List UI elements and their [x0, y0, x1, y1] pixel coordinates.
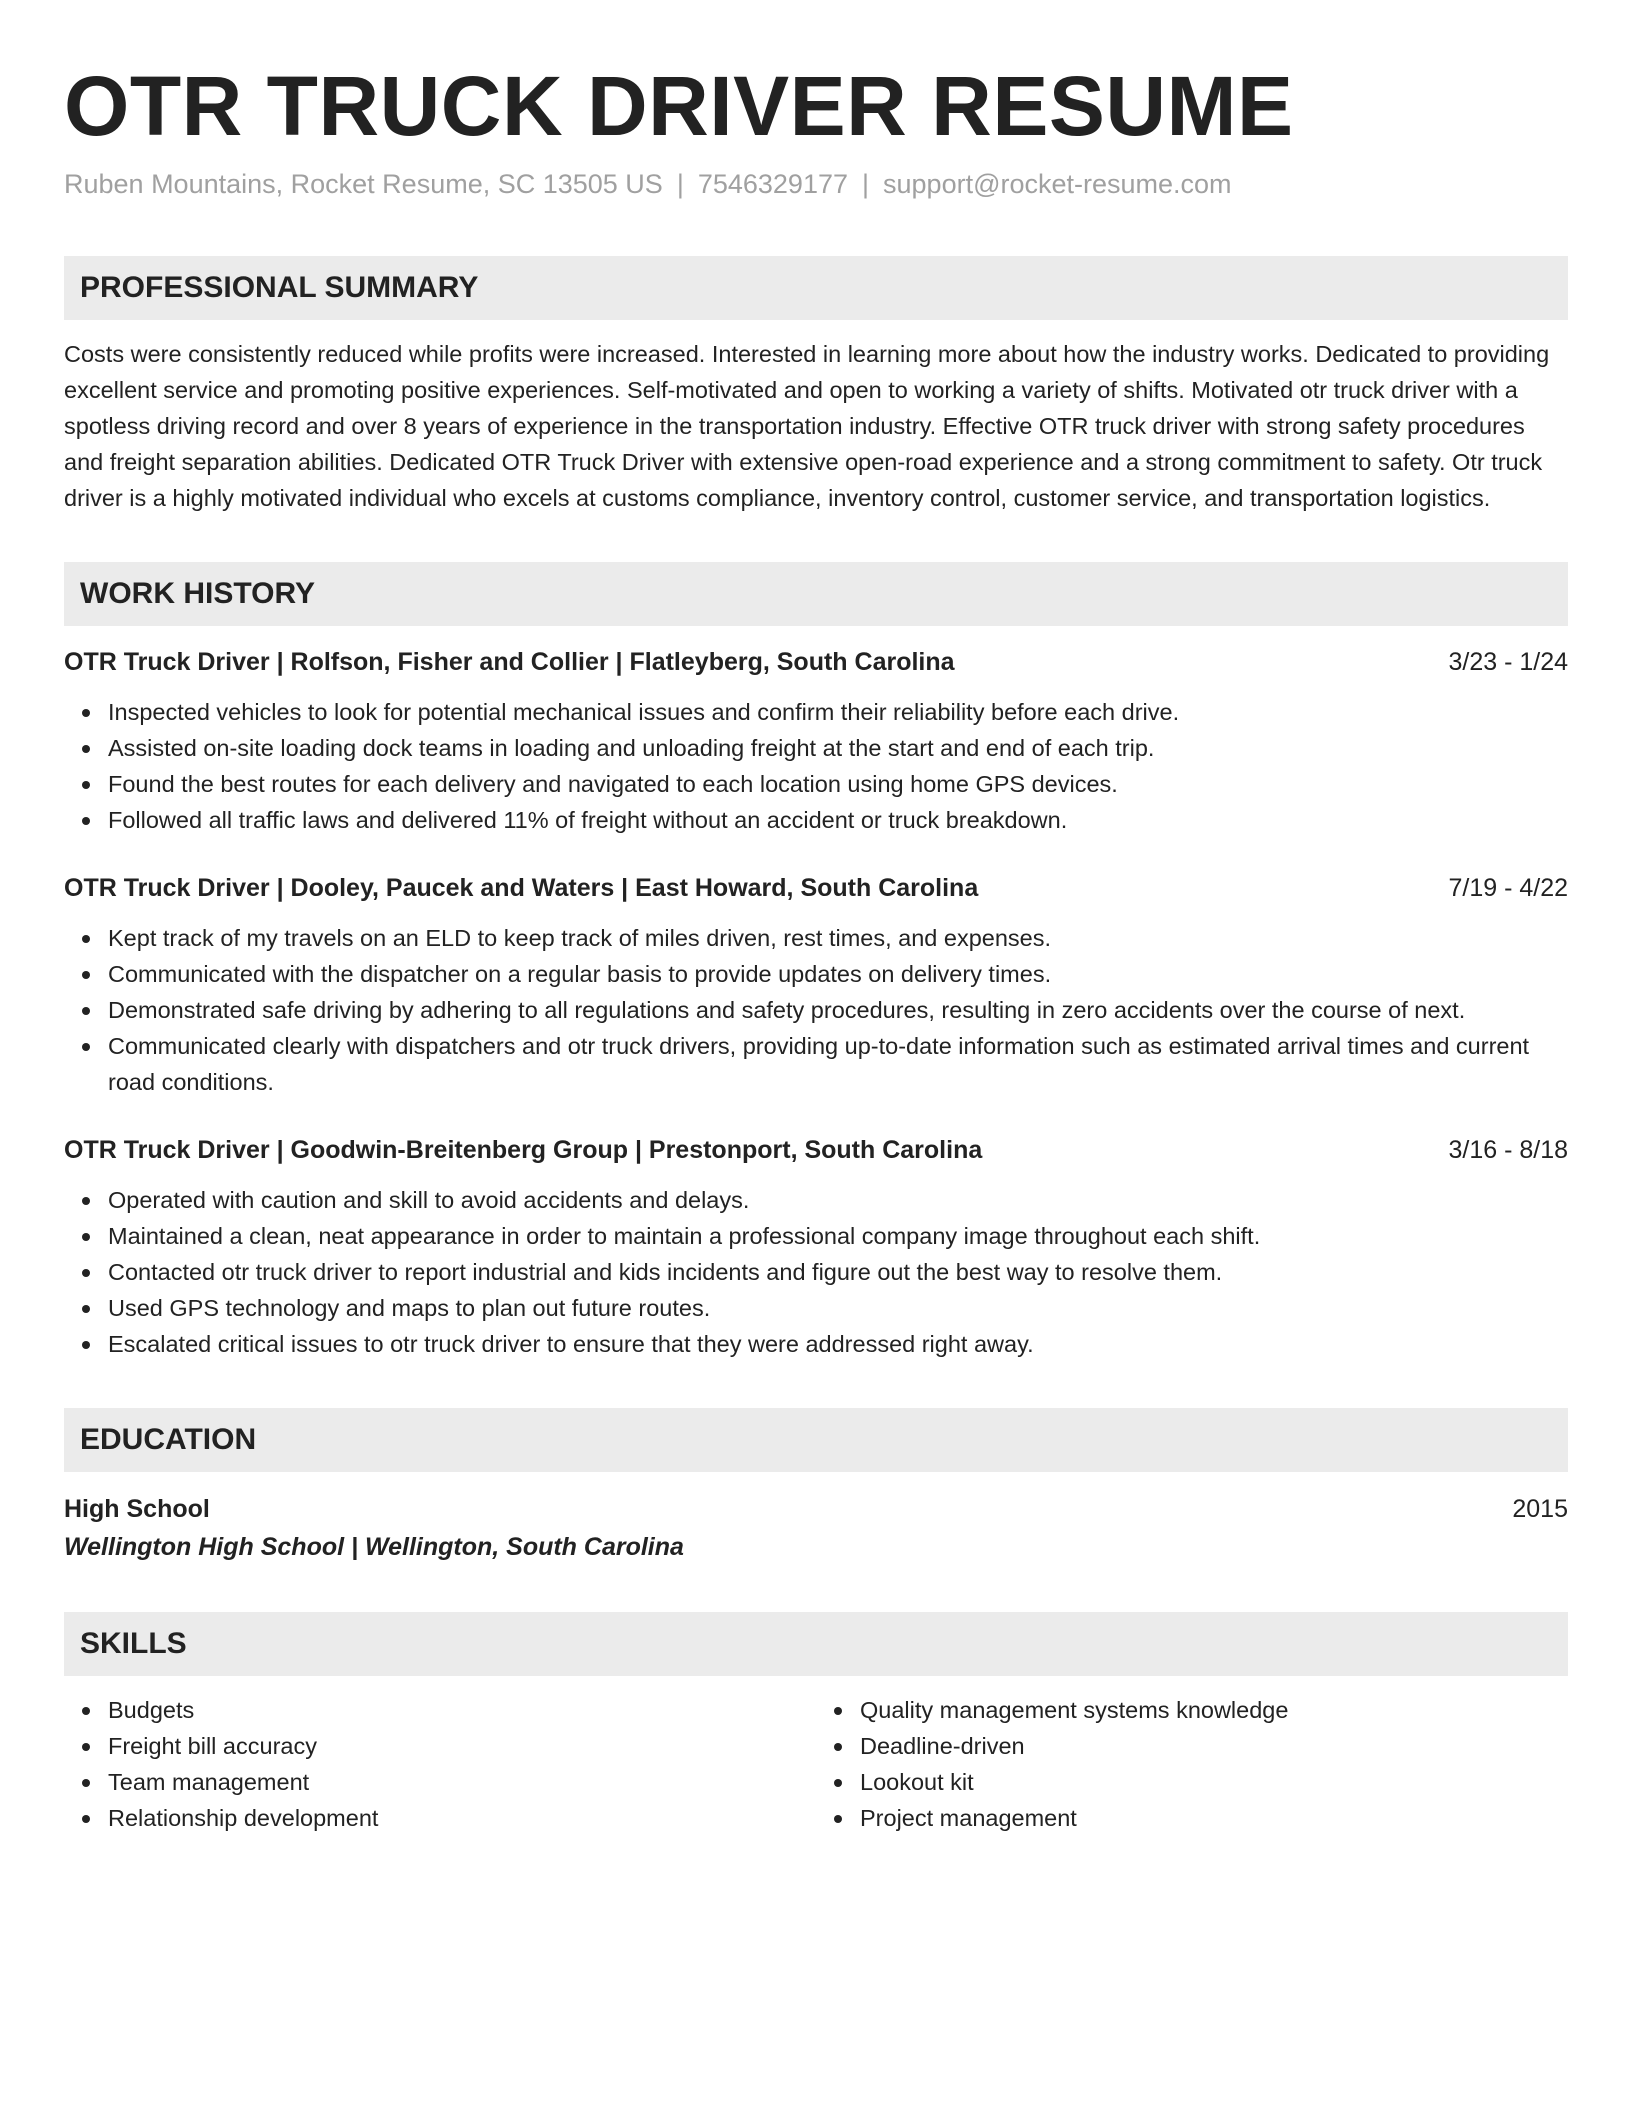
summary-text: Costs were consistently reduced while profits were increased. Interested in learning more about how the industry works. Dedicated to providing excellent service and promoting positive experiences. Self-motivated and open to working a variety of shifts. Motivated otr truck driver with a spotless driving record and over 8 years of experience in the transportation industry. Effective OTR truck driver with strong safety procedures and freight separation abilities. Dedicated OTR Truck Driver with extensive open-road experience and a strong commitment to safety. Otr truck driver is a highly motivated individual who excels at customs compliance, inventory control, customer service, and transportation logistics.: [64, 341, 1550, 511]
skill-item: Deadline-driven: [860, 1728, 1568, 1764]
job-bullet: Demonstrated safe driving by adhering to all regulations and safety procedures, resulting in zero accidents over the course of next.: [108, 992, 1568, 1028]
section-heading-skills: SKILLS: [64, 1612, 1568, 1676]
job-entry: [64, 644, 1568, 838]
job-bullet: Contacted otr truck driver to report industrial and kids incidents and figure out the best way to resolve them.: [108, 1254, 1568, 1290]
job-title: OTR Truck Driver | Goodwin-Breitenberg Group | Prestonport, South Carolina: [64, 1136, 983, 1164]
education-school: Wellington High School | Wellington, South Carolina: [64, 1533, 684, 1561]
skills-grid: [64, 1692, 1568, 1836]
section-heading-work-history: WORK HISTORY: [64, 562, 1568, 626]
job-title: OTR Truck Driver | Dooley, Paucek and Waters | East Howard, South Carolina: [64, 874, 979, 902]
contact-email[interactable]: support@rocket-resume.com: [883, 169, 1232, 199]
job-bullet: Communicated with the dispatcher on a regular basis to provide updates on delivery times.: [108, 956, 1568, 992]
job-bullet: Inspected vehicles to look for potential mechanical issues and confirm their reliability before each drive.: [108, 694, 1568, 730]
skill-item: Freight bill accuracy: [108, 1728, 816, 1764]
job-bullet: Followed all traffic laws and delivered 11% of freight without an accident or truck breakdown.: [108, 802, 1568, 838]
skills-list: [816, 1692, 1568, 1836]
education-degree: High School: [64, 1495, 210, 1523]
contact-line: [64, 166, 1568, 202]
job-entry: [64, 870, 1568, 1100]
job-bullet: Escalated critical issues to otr truck driver to ensure that they were addressed right away.: [108, 1326, 1568, 1362]
contact-phone[interactable]: 7546329177: [697, 169, 848, 199]
job-bullet: Found the best routes for each delivery and navigated to each location using home GPS devices.: [108, 766, 1568, 802]
skill-item: Relationship development: [108, 1800, 816, 1836]
job-dates: 7/19 - 4/22: [1448, 874, 1568, 902]
education-entry: [64, 1490, 1568, 1566]
job-bullet: Operated with caution and skill to avoid accidents and delays.: [108, 1182, 1568, 1218]
job-entry: [64, 1132, 1568, 1362]
contact-separator: |: [676, 169, 684, 199]
job-header: [64, 1132, 1568, 1168]
job-bullets: [64, 1182, 1568, 1362]
job-header: [64, 870, 1568, 906]
skill-item: Quality management systems knowledge: [860, 1692, 1568, 1728]
job-bullets: [64, 694, 1568, 838]
skills-column-left: [64, 1692, 816, 1836]
education-year: 2015: [1512, 1495, 1568, 1523]
job-dates: 3/16 - 8/18: [1448, 1136, 1568, 1164]
job-header: [64, 644, 1568, 680]
section-heading-education: EDUCATION: [64, 1408, 1568, 1472]
contact-address: Ruben Mountains, Rocket Resume, SC 13505 US: [64, 169, 663, 199]
job-bullet: Assisted on-site loading dock teams in loading and unloading freight at the start and end of each trip.: [108, 730, 1568, 766]
section-heading-summary: PROFESSIONAL SUMMARY: [64, 256, 1568, 320]
skills-column-right: [816, 1692, 1568, 1836]
education-header: [64, 1490, 1568, 1528]
job-dates: 3/23 - 1/24: [1448, 648, 1568, 676]
skills-list: [64, 1692, 816, 1836]
job-bullet: Maintained a clean, neat appearance in order to maintain a professional company image throughout each shift.: [108, 1218, 1568, 1254]
job-title: OTR Truck Driver | Rolfson, Fisher and Collier | Flatleyberg, South Carolina: [64, 648, 955, 676]
resume-title: OTR TRUCK DRIVER RESUME: [64, 59, 1294, 153]
job-bullets: [64, 920, 1568, 1100]
skill-item: Budgets: [108, 1692, 816, 1728]
job-bullet: Used GPS technology and maps to plan out future routes.: [108, 1290, 1568, 1326]
skill-item: Lookout kit: [860, 1764, 1568, 1800]
job-bullet: Kept track of my travels on an ELD to keep track of miles driven, rest times, and expenses.: [108, 920, 1568, 956]
skill-item: Team management: [108, 1764, 816, 1800]
contact-separator: |: [862, 169, 870, 199]
job-bullet: Communicated clearly with dispatchers and otr truck drivers, providing up-to-date information such as estimated arrival times and current road conditions.: [108, 1028, 1568, 1100]
skill-item: Project management: [860, 1800, 1568, 1836]
